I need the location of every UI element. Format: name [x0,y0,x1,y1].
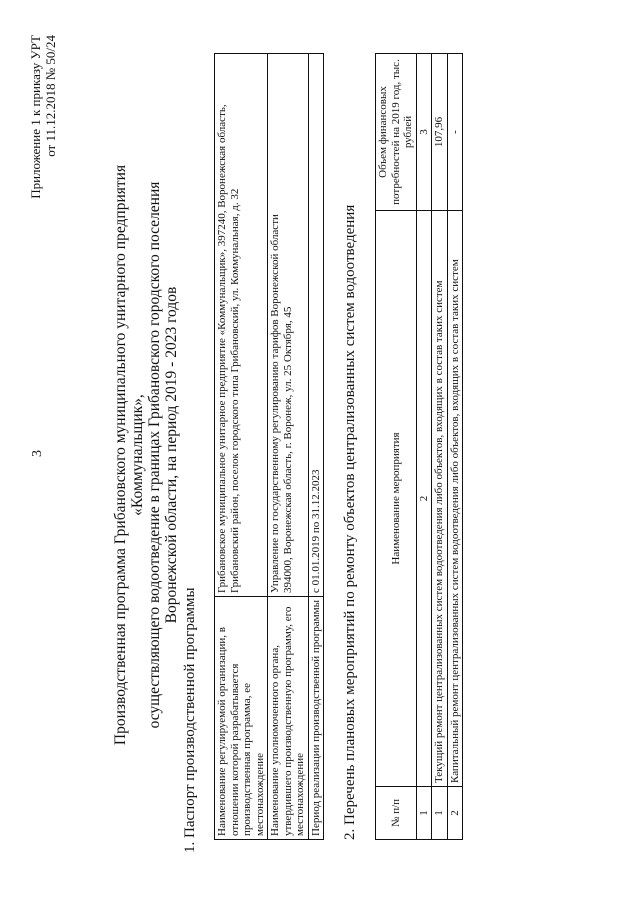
passport-key-cell: Период реализации производственной программы [308,597,324,840]
table-header-row [376,54,417,840]
row-name: Капитальный ремонт централизованных систем водоотведения либо объектов, входящих в состав таких систем [447,211,463,787]
page-number: 3 [30,450,45,457]
header-name: Наименование мероприятия [376,211,417,787]
header-number-2: 2 [416,211,432,787]
appendix-note [28,35,58,275]
section-1-heading: 1. Паспорт производственной программы [182,587,198,853]
measures-table [375,53,463,840]
header-number-3: 3 [416,54,432,211]
appendix-line-2: от 11.12.2018 № 50/24 [43,35,58,157]
passport-table [214,53,324,840]
table-row [447,54,463,840]
table-header-number-row [416,54,432,840]
header-volume: Объем финансовых потребностей на 2019 год, тыс. рублей [376,54,417,211]
header-number-1: 1 [416,787,432,840]
passport-key-cell: Наименование уполномоченного органа, утвердившего производственную программу, его местонахождение [268,597,309,840]
header-num: № п/п [376,787,417,840]
passport-value-cell: Грибановское муниципальное унитарное предприятие «Коммунальщик», 397240, Воронежская область, Грибановский район, поселок городского типа Грибановский, ул. Коммунальная, д. 32 [215,54,268,597]
section-2-heading: 2. Перечень плановых мероприятий по ремонту объектов централизованных систем водоотведения [342,204,358,840]
title-line-3: Воронежской области, на период 2019 - 2023 годов [163,286,180,624]
row-value: 107,96 [432,54,448,211]
row-name: Текущий ремонт централизованных систем водоотведения либо объектов, входящих в состав таких систем [432,211,448,787]
passport-key-cell: Наименование регулируемой организации, в отношении которой разрабатывается производственная программа, ее местонахождение [215,597,268,840]
document-title [112,135,180,775]
table-row [215,54,268,840]
row-value: - [447,54,463,211]
table-row [432,54,448,840]
passport-value-cell: Управление по государственному регулированию тарифов Воронежской области 394000, Воронежская область, г. Воронеж, ул. 25 Октября, 45 [268,54,309,597]
passport-value-cell: с 01.01.2019 по 31.12.2023 [308,54,324,597]
row-num: 2 [447,787,463,840]
table-row [268,54,309,840]
title-line-1: Производственная программа Грибановского муниципального унитарного предприятия «Коммунальщик», [112,164,146,746]
table-row [308,54,324,840]
row-num: 1 [432,787,448,840]
appendix-line-1: Приложение 1 к приказу УРТ [28,35,43,199]
title-line-2: осуществляющего водоотведение в границах Грибановского городского поселения [146,181,163,729]
